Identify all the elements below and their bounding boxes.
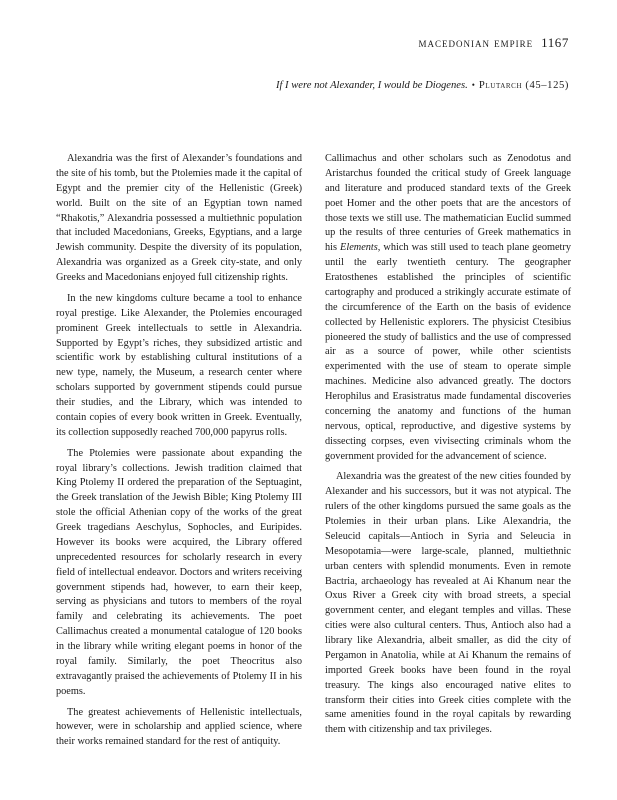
epigraph-attribution: Plutarch (45–125) (478, 80, 569, 91)
scholarship-text-part-2: which was still used to teach plane geometry until the early twentieth century. The geographer Eratosthenes established the principles of scientific cartography and produced a strikingly accurate estimate of the circumference of the Earth on the basis of evidence collected by Hellenistic explorers. The physicist Ctesibius pioneered the study of ballistics and the use of compressed air as a source of power, while other scientists experimented with the use of steam to operate simple machines. Medicine also advanced greatly. The doctors Herophilus and Erasistratus made fundamental discoveries concerning the anatomy and functions of the human nervous, optical, reproductive, and digestive systems by dissecting corpses, even vivisecting criminals whom the government provided for the advancement of science. (325, 242, 571, 462)
epigraph (49, 80, 569, 91)
epigraph-quote: If I were not Alexander, I would be Diogenes. (275, 80, 468, 91)
paragraph-greatest-achievements: The greatest achievements of Hellenistic intellectuals, however, were in scholarship and applied science, where their works remained standard for the rest of antiquity. (56, 706, 302, 748)
right-column (325, 152, 571, 750)
epigraph-separator: • (471, 80, 475, 90)
body-columns (56, 152, 571, 750)
paragraph-royal-prestige: In the new kingdoms culture became a tool to enhance royal prestige. Like Alexander, the Ptolemies encouraged prominent Greek intellectuals to settle in Alexandria. Supported by Egypt’s riches, they subsidized artistic and scientific work by establishing cultural institutions of a new type, namely, the Museum, a research center where scholars supported by government stipends could pursue their studies, and the Library, which was intended to contain copies of every book written in Greek. Eventually, its collection supposedly reached 700,000 papyrus rolls. (56, 292, 302, 438)
left-column (56, 152, 302, 750)
paragraph-royal-library: The Ptolemies were passionate about expanding the royal library’s collections. Jewish tradition claimed that King Ptolemy II ordered the preparation of the Septuagint, the Greek translation of the Jewish Bible; King Ptolemy III stole the official Athenian copy of the works of the great Greek tragedians Aeschylus, Sophocles, and Euripides. However its books were acquired, the Library offered unprecedented resources for scholarly research in every field of intellectual endeavor. Doctors and writers receiving government stipends had, however, to earn their keep, serving as physicians and tutors to members of the royal family and celebrating its achievements. The poet Callimachus created a monumental catalogue of 120 books in the library while writing elegant poems in honor of the royal family. Similarly, the poet Theocritus also extravagantly praised the achievements of Ptolemy II in his poems. (56, 447, 302, 697)
running-title: macedonian empire (418, 36, 534, 50)
paragraph-scholarship-science (325, 152, 571, 464)
page-number: 1167 (541, 35, 569, 50)
paragraph-alexandria-foundation: Alexandria was the first of Alexander’s foundations and the site of his tomb, but the Ptolemies made it the capital of Egypt and the premier city of the Hellenistic (Greek) world. Built on the site of an Egyptian town named “Rhakotis,” Alexandria possessed a multiethnic population that included Macedonians, Greeks, Egyptians, and a large Jewish community. Despite the diversity of its population, Alexandria was organized as a Greek city-state, and only Greeks and Macedonians enjoyed full citizenship rights. (56, 153, 302, 283)
scholarship-text-part-1: Callimachus and other scholars such as Zenodotus and Aristarchus founded the critical study of Greek language and literature and produced standard texts of the Greek poet Homer and the other poets that are the ancestors of those texts we still use. The mathematician Euclid summed up the results of three centuries of Greek mathematics in his (325, 153, 571, 254)
paragraph-new-cities: Alexandria was the greatest of the new cities founded by Alexander and his successors, but it was not atypical. The rulers of the other kingdoms pursued the same goals as the Ptolemies in their urban plans. Like Alexandria, the Seleucid capitals—Antioch in Syria and Seleucia in Mesopotamia—were large-scale, planned, multiethnic urban centers with splendid monuments. Even in remote Bactria, archaeology has revealed at Ai Khanum near the Oxus River a Greek city with broad streets, a special government center, and elegant temples and villas. These cities were also cultural centers. Thus, Antioch also had a library like Alexandria, albeit smaller, as did the city of Pergamon in Anatolia, while at Ai Khanum the remains of imported Greek books have been found in the royal treasury. The kings also encouraged native elites to transform their cities into Greek cities complete with the same amenities found in the royal capitals by rewarding them with citizenship and tax privileges. (325, 471, 571, 736)
running-head (418, 35, 569, 51)
elements-title: Elements, (340, 242, 381, 254)
